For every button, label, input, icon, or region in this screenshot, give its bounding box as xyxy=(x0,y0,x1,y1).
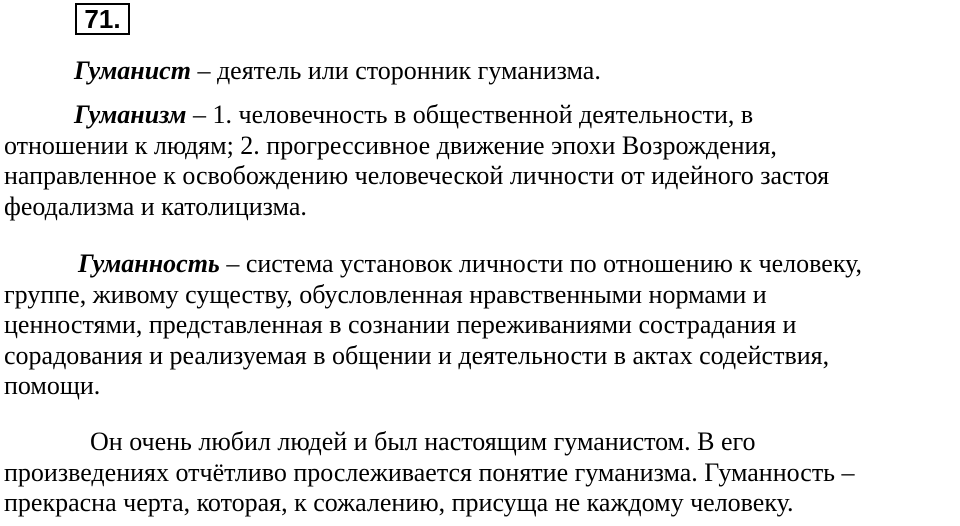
task-number-box: 71. xyxy=(75,3,130,35)
term-humanist: Гуманист xyxy=(74,56,191,85)
term-humaneness: Гуманность xyxy=(78,249,220,278)
text-line xyxy=(4,100,954,131)
definition-text: – система установок личности по отношению к человеку, xyxy=(219,249,862,278)
text-line: Он очень любил людей и был настоящим гуманистом. В его xyxy=(90,427,756,456)
text-line xyxy=(4,56,954,87)
definition-text: – деятель или сторонник гуманизма. xyxy=(190,56,601,85)
text-line: сорадования и реализуемая в общении и деятельности в актах содействия, xyxy=(4,340,830,370)
text-line: произведениях отчётливо прослеживается понятие гуманизма. Гуманность – xyxy=(4,457,855,487)
text-line: феодализма и католицизма. xyxy=(4,191,307,221)
definition-text: – 1. человечность в общественной деятельности, в xyxy=(186,100,754,129)
text-line: направленное к освобождению человеческой личности от идейного застоя xyxy=(4,161,830,190)
term-humanism: Гуманизм xyxy=(74,100,187,129)
text-line: группе, живому существу, обусловленная нравственными нормами и xyxy=(4,279,767,309)
text-line xyxy=(4,249,954,280)
text-line: прекрасна черта, которая, к сожалению, присуща не каждому человеку. xyxy=(4,488,794,517)
definition-humaneness xyxy=(4,249,954,402)
text-line: ценностями, представленная в сознании переживаниями сострадания и xyxy=(4,310,797,339)
text-line: отношении к людям; 2. прогрессивное движение эпохи Возрождения, xyxy=(4,130,777,160)
example-paragraph xyxy=(4,427,954,519)
definition-humanist xyxy=(4,56,954,87)
definition-humanism xyxy=(4,100,954,222)
text-line: помощи. xyxy=(4,371,101,400)
